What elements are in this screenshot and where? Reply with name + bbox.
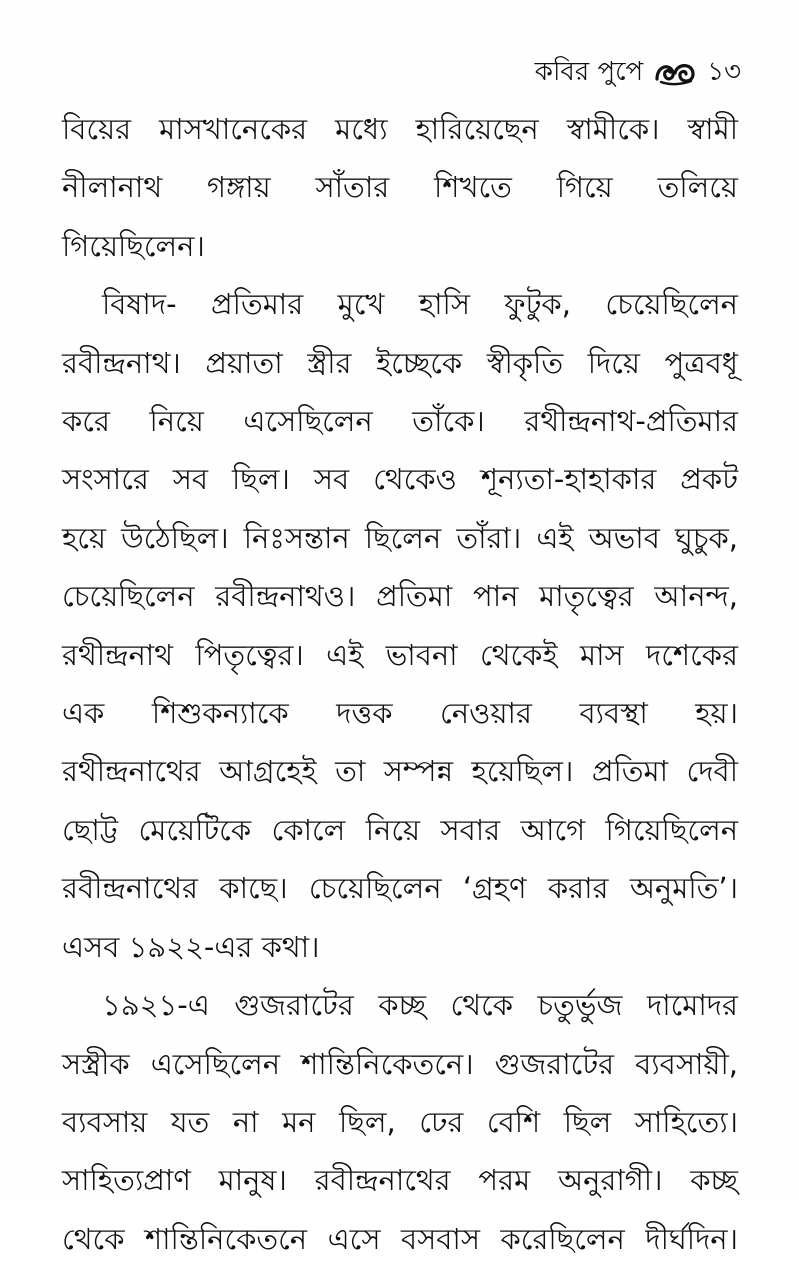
text-line: সস্ত্রীক এসেছিলেন শান্তিনিকেতনে। গুজরাটের ব্যবসায়ী, (62, 1046, 738, 1081)
text-line: রথীন্দ্রনাথ পিতৃত্বের। এই ভাবনা থেকেই মাস দশেকের (62, 637, 738, 672)
body-text (62, 100, 738, 1268)
text-line: রবীন্দ্রনাথের কাছে। চেয়েছিলেন ‘গ্রহণ করার অনুমতি’। (62, 871, 738, 906)
text-line: সংসারে সব ছিল। সব থেকেও শূন্যতা-হাহাকার প্রকট (62, 462, 738, 497)
text-line: হয়ে উঠেছিল। নিঃসন্তান ছিলেন তাঁরা। এই অভাব ঘুচুক, (62, 520, 738, 555)
text-line: ১৯২১-এ গুজরাটের কচ্ছ থেকে চতুর্ভুজ দামোদর (102, 988, 738, 1023)
paragraph-2 (62, 275, 738, 976)
text-line: ছোট্ট মেয়েটিকে কোলে নিয়ে সবার আগে গিয়েছিলেন (62, 812, 738, 847)
text-line: চেয়েছিলেন রবীন্দ্রনাথও। প্রতিমা পান মাতৃত্বের আনন্দ, (62, 579, 738, 614)
book-title: কবির পুপে (534, 57, 644, 87)
text-line: সাহিত্যপ্রাণ মানুষ। রবীন্দ্রনাথের পরম অনুরাগী। কচ্ছ (62, 1163, 738, 1198)
running-header (535, 52, 741, 92)
text-line: এসব ১৯২২-এর কথা। (62, 929, 320, 964)
paragraph-3 (62, 976, 738, 1268)
paragraph-1 (62, 100, 738, 275)
text-line: করে নিয়ে এসেছিলেন তাঁকে। রথীন্দ্রনাথ-প্রতিমার (62, 404, 738, 439)
floral-flourish-icon (653, 57, 697, 87)
text-line: রবীন্দ্রনাথ। প্রয়াতা স্ত্রীর ইচ্ছেকে স্বীকৃতি দিয়ে পুত্রবধূ (62, 345, 738, 380)
text-line: এক শিশুকন্যাকে দত্তক নেওয়ার ব্যবস্থা হয়। (62, 696, 738, 731)
text-line: গিয়েছিলেন। (62, 228, 205, 263)
text-line: নীলানাথ গঙ্গায় সাঁতার শিখতে গিয়ে তলিয়ে (62, 170, 738, 205)
text-line: রথীন্দ্রনাথের আগ্রহেই তা সম্পন্ন হয়েছিল। প্রতিমা দেবী (62, 754, 738, 789)
text-line: বিয়ের মাসখানেকের মধ্যে হারিয়েছেন স্বামীকে। স্বামী (62, 112, 738, 146)
page-number: ১৩ (707, 57, 741, 87)
text-line: বিষাদ- প্রতিমার মুখে হাসি ফুটুক, চেয়েছিলেন (102, 287, 738, 322)
text-line: থেকে শান্তিনিকেতনে এসে বসবাস করেছিলেন দীর্ঘদিন। (62, 1221, 738, 1256)
text-line: ব্যবসায় যত না মন ছিল, ঢের বেশি ছিল সাহিত্যে। (62, 1104, 738, 1139)
